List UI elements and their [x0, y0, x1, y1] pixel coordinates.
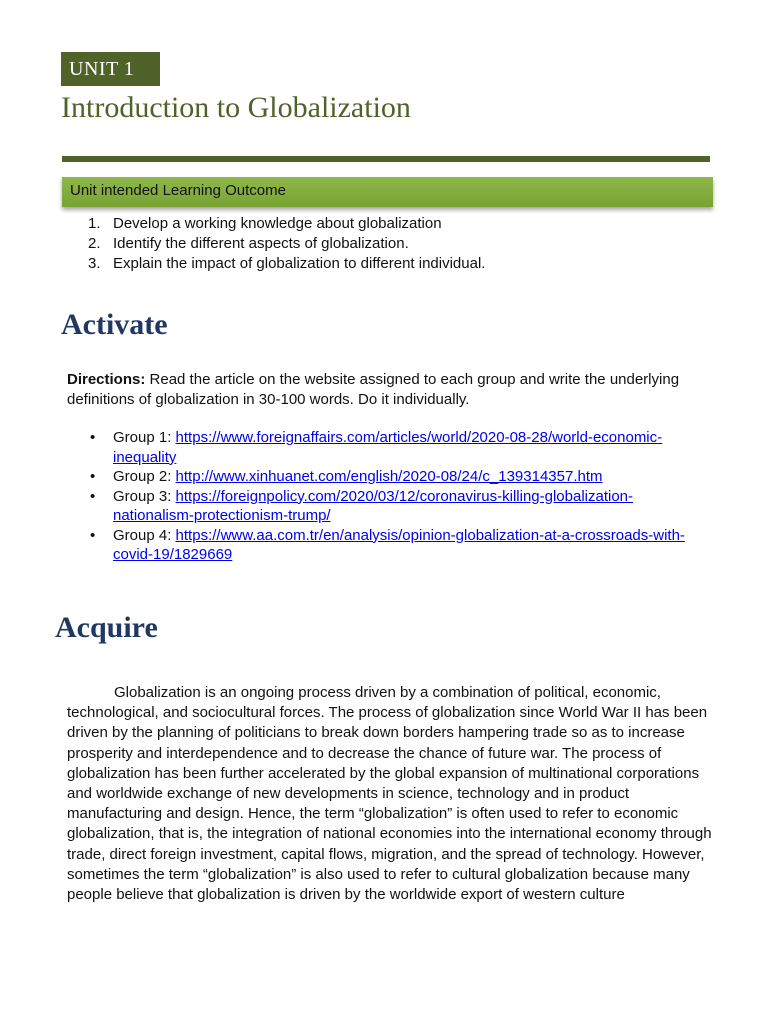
group-item — [68, 526, 708, 565]
group-label: Group 3: — [113, 487, 176, 505]
group-link[interactable]: https://www.aa.com.tr/en/analysis/opinion-globalization-at-a-crossroads-with-covid-19/1829669 — [113, 526, 685, 563]
group-link[interactable]: http://www.xinhuanet.com/english/2020-08/24/c_139314357.htm — [175, 468, 603, 485]
learning-outcome-list — [88, 214, 485, 274]
group-label: Group 4: — [113, 526, 176, 544]
group-label: Group 1: — [113, 429, 176, 446]
title-divider — [62, 156, 710, 162]
directions-text: Read the article on the website assigned to each group and write the underlying definitions of globalization in 30-100 words. Do it individually. — [67, 371, 680, 408]
outcome-text: Develop a working knowledge about globalization — [113, 215, 442, 232]
bullet-icon: • — [90, 487, 96, 505]
outcome-item — [88, 214, 485, 234]
activate-heading: Activate — [61, 308, 168, 341]
outcome-text: Identify the different aspects of globalization. — [113, 235, 409, 252]
group-link[interactable]: https://www.foreignaffairs.com/articles/world/2020-08-28/world-economic-inequality — [113, 429, 663, 466]
group-list — [68, 428, 708, 565]
outcome-item — [88, 234, 485, 254]
bullet-icon: • — [90, 526, 96, 544]
outcome-number: 2. — [88, 235, 101, 252]
directions-paragraph — [67, 370, 717, 410]
outcome-item — [88, 254, 485, 274]
unit-title: Introduction to Globalization — [61, 91, 411, 124]
bullet-icon: • — [90, 429, 96, 446]
group-item — [68, 428, 708, 467]
unit-badge: UNIT 1 — [61, 52, 160, 86]
group-item — [68, 467, 708, 487]
bullet-icon: • — [90, 468, 96, 485]
directions-label: Directions: — [67, 371, 146, 388]
outcome-number: 1. — [88, 215, 101, 232]
group-link[interactable]: https://foreignpolicy.com/2020/03/12/coronavirus-killing-globalization-nationalism-protectionism-trump/ — [113, 487, 634, 524]
outcome-text: Explain the impact of globalization to different individual. — [113, 255, 486, 272]
group-label: Group 2: — [113, 468, 176, 485]
learning-outcome-heading: Unit intended Learning Outcome — [62, 177, 713, 207]
group-item — [68, 487, 708, 526]
outcome-number: 3. — [88, 255, 101, 272]
acquire-paragraph: Globalization is an ongoing process driven by a combination of political, economic, technological, and sociocultural forces. The process of globalization since World War II has been driven by the planning of politicians to break down borders hampering trade so as to increase prosperity and interdependence and to decrease the chance of future war. The process of globalization has been further accelerated by the global expansion of multinational corporations and worldwide exchange of new developments in science, technology and in product manufacturing and design. Hence, the term “globalization” is often used to refer to economic globalization, that is, the integration of national economies into the international economy through trade, direct foreign investment, capital flows, migration, and the spread of technology. However, sometimes the term “globalization” is also used to refer to cultural globalization because many people believe that globalization is driven by the worldwide export of western culture — [67, 684, 712, 904]
acquire-heading: Acquire — [55, 611, 158, 644]
